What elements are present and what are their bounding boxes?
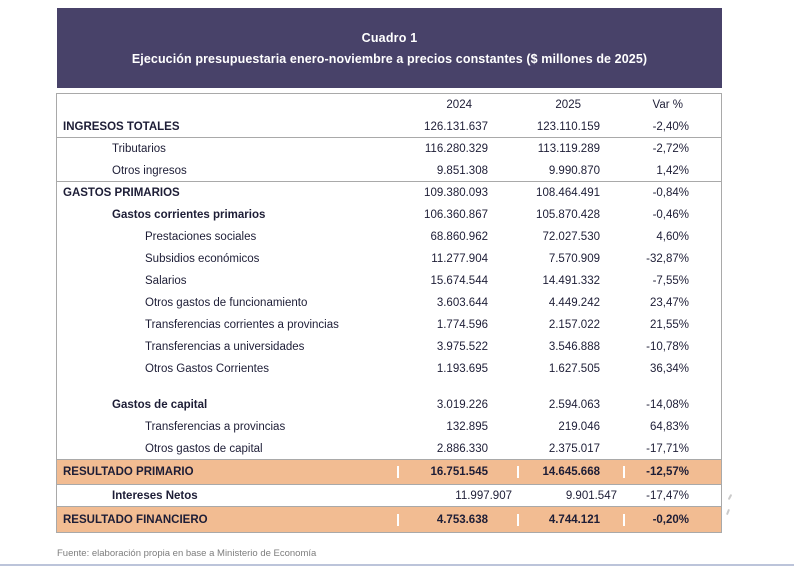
cell-var: -2,72% <box>652 143 689 155</box>
col-header-var: Var % <box>652 99 683 111</box>
table-row-transferencias-universidades <box>57 336 721 358</box>
col-header-2025: 2025 <box>555 99 581 111</box>
table-row-transferencias-corrientes-provincias <box>57 314 721 336</box>
table-number: Cuadro 1 <box>361 30 418 45</box>
table-row-ingresos-totales <box>57 116 721 138</box>
cell-2024: 9.851.308 <box>436 164 488 177</box>
table-row-otros-gastos-capital <box>57 438 721 460</box>
cell-2024: 116.280.329 <box>424 143 488 155</box>
cell-2025: 4.744.121 <box>517 514 623 526</box>
table-row-tributarios <box>57 138 721 160</box>
table-row-gastos-de-capital <box>57 394 721 416</box>
row-label: GASTOS PRIMARIOS <box>63 187 180 199</box>
cell-2024: 68.860.962 <box>430 231 488 243</box>
cell-2025: 113.119.289 <box>537 143 600 155</box>
cell-2024: 1.193.695 <box>436 363 488 375</box>
artifact-mark <box>726 509 730 515</box>
cell-var: 23,47% <box>649 297 689 309</box>
cell-2024: 106.360.867 <box>424 209 488 221</box>
row-label: Intereses Netos <box>112 489 198 502</box>
cell-2025: 9.990.870 <box>548 164 600 177</box>
cell-var: -2,40% <box>652 120 689 133</box>
cell-2025: 105.870.428 <box>536 209 600 221</box>
cell-var: -17,71% <box>646 442 689 455</box>
cell-var: 1,42% <box>656 164 689 177</box>
cell-var: -7,55% <box>652 275 689 287</box>
row-label: Salarios <box>145 275 187 287</box>
cell-2025: 2.157.022 <box>548 319 600 331</box>
spacer-row <box>57 380 721 394</box>
cell-2024: 3.603.644 <box>436 297 488 309</box>
cell-2024: 2.886.330 <box>436 442 488 455</box>
cell-2025: 1.627.505 <box>548 363 600 375</box>
cell-var: -0,20% <box>623 514 721 526</box>
artifact-mark <box>728 494 733 500</box>
row-label: RESULTADO PRIMARIO <box>63 466 194 478</box>
row-label: Otros gastos de capital <box>145 442 263 455</box>
row-label: Otros ingresos <box>112 164 187 177</box>
row-label: Otros Gastos Corrientes <box>145 363 269 375</box>
table-row-intereses-netos <box>57 485 721 507</box>
cell-2024: 132.895 <box>446 421 488 433</box>
row-label: Transferencias a universidades <box>145 341 305 353</box>
cell-2024: 3.975.522 <box>436 341 488 353</box>
cell-var: -0,46% <box>652 209 689 221</box>
table-row-otros-gastos-corrientes <box>57 358 721 380</box>
cell-2024: 16.751.545 <box>397 466 517 478</box>
table-title: Ejecución presupuestaria enero-noviembre a precios constantes ($ millones de 2025) <box>131 51 648 66</box>
table-row-salarios <box>57 270 721 292</box>
cell-2024: 4.753.638 <box>397 514 517 526</box>
cell-2024: 11.997.907 <box>455 489 512 502</box>
cell-2025: 123.110.159 <box>536 120 600 133</box>
cell-var: -10,78% <box>646 341 689 353</box>
cell-var: 36,34% <box>649 363 689 375</box>
row-label: Tributarios <box>112 143 166 155</box>
cell-2025: 72.027.530 <box>542 231 600 243</box>
cell-2025: 108.464.491 <box>536 187 600 199</box>
cell-2024: 109.380.093 <box>424 187 488 199</box>
cell-var: 64,83% <box>649 421 689 433</box>
cell-2025: 2.375.017 <box>548 442 600 455</box>
cell-2025: 4.449.242 <box>548 297 600 309</box>
column-header-row <box>57 94 721 116</box>
table-row-otros-gastos-funcionamiento <box>57 292 721 314</box>
cell-2024: 3.019.226 <box>436 399 488 411</box>
table-row-transferencias-provincias <box>57 416 721 438</box>
table-row-gastos-primarios <box>57 182 721 204</box>
row-label: Prestaciones sociales <box>145 231 257 243</box>
cell-2025: 3.546.888 <box>548 341 600 353</box>
cell-var: -17,47% <box>646 489 689 502</box>
cell-2024: 15.674.544 <box>430 275 488 287</box>
cell-var: -14,08% <box>646 399 689 411</box>
table-row-otros-ingresos <box>57 160 721 182</box>
bottom-rule <box>0 564 794 566</box>
source-note: Fuente: elaboración propia en base a Ministerio de Economía <box>57 548 317 559</box>
row-label: Gastos corrientes primarios <box>112 209 266 221</box>
cell-2024: 11.277.904 <box>431 253 488 265</box>
row-label: INGRESOS TOTALES <box>63 120 180 133</box>
cell-var: 21,55% <box>649 319 689 331</box>
col-header-2024: 2024 <box>446 99 472 111</box>
row-label: Transferencias a provincias <box>145 421 286 433</box>
table-row-subsidios-economicos <box>57 248 721 270</box>
row-label: Transferencias corrientes a provincias <box>145 319 339 331</box>
cell-2024: 1.774.596 <box>436 319 488 331</box>
cell-2024: 126.131.637 <box>424 120 488 133</box>
row-label: Gastos de capital <box>112 399 208 411</box>
cell-var: -0,84% <box>652 187 689 199</box>
cell-2025: 14.491.332 <box>542 275 600 287</box>
cell-2025: 9.901.547 <box>565 489 617 502</box>
cell-2025: 2.594.063 <box>548 399 600 411</box>
cell-var: -12,57% <box>623 466 721 478</box>
table-row-resultado-financiero <box>57 507 721 532</box>
row-label: Otros gastos de funcionamiento <box>145 297 308 309</box>
cell-2025: 7.570.909 <box>548 253 600 265</box>
table-title-band <box>57 8 722 88</box>
table-row-gastos-corrientes-primarios <box>57 204 721 226</box>
cell-2025: 219.046 <box>558 421 600 433</box>
table-row-resultado-primario <box>57 460 721 485</box>
table-row-prestaciones-sociales <box>57 226 721 248</box>
budget-execution-table <box>56 93 722 533</box>
cell-var: 4,60% <box>656 231 689 243</box>
row-label: Subsidios económicos <box>145 253 260 265</box>
row-label: RESULTADO FINANCIERO <box>63 513 208 526</box>
cell-var: -32,87% <box>646 253 689 265</box>
cell-2025: 14.645.668 <box>517 466 623 478</box>
